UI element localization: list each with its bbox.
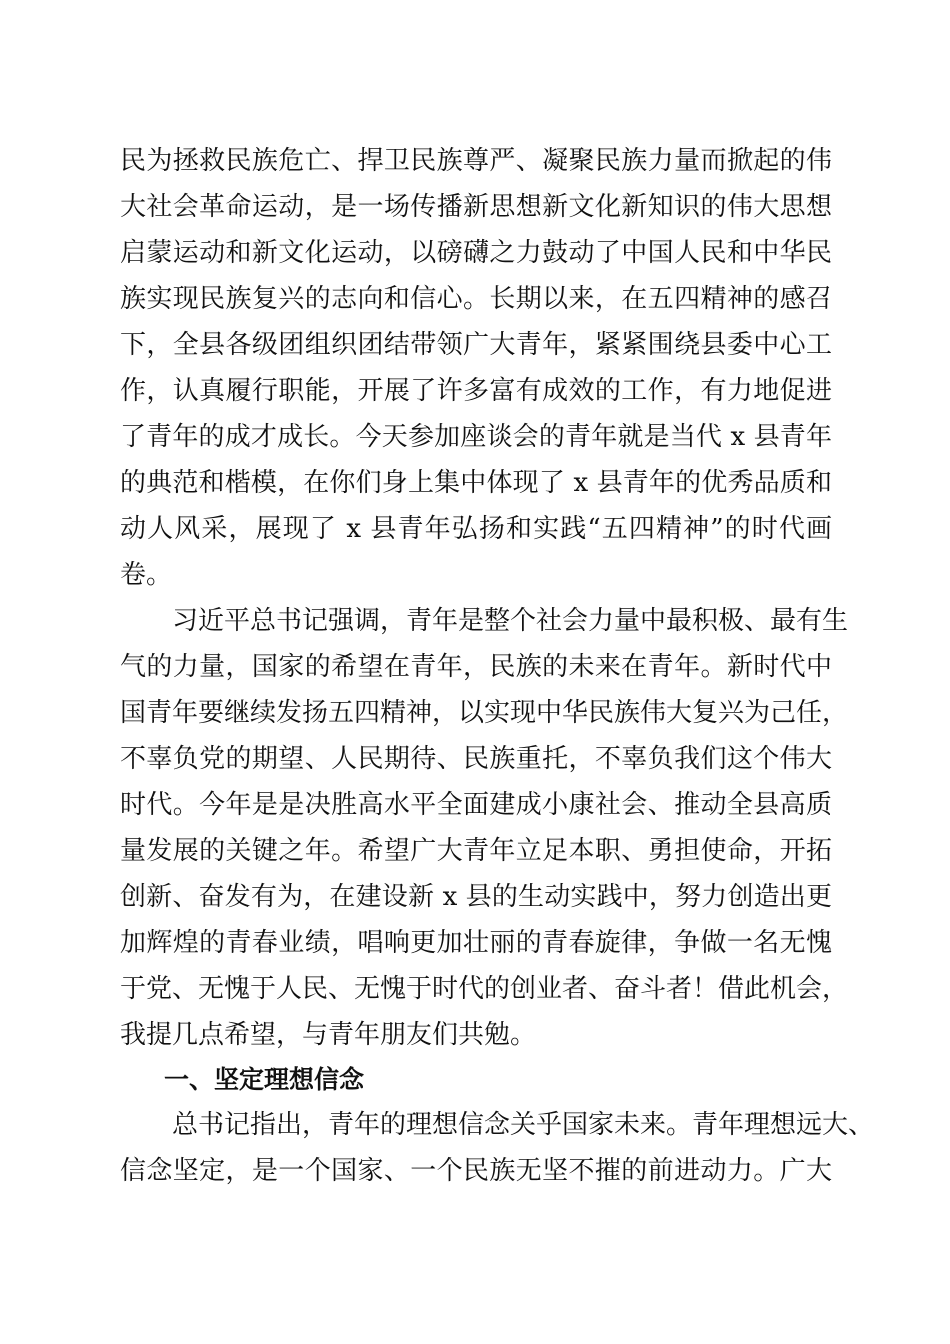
text-line: 不辜负党的期望、人民期待、民族重托，不辜负我们这个伟大 [120, 744, 832, 774]
text-line: 民为拯救民族危亡、捍卫民族尊严、凝聚民族力量而掀起的伟 [120, 146, 832, 176]
text-line: 作，认真履行职能，开展了许多富有成效的工作，有力地促进 [120, 376, 832, 406]
text-line: 信念坚定，是一个国家、一个民族无坚不摧的前进动力。广大 [120, 1156, 832, 1186]
text-line: 下，全县各级团组织团结带领广大青年，紧紧围绕县委中心工 [120, 330, 832, 360]
text-line: 卷。 [120, 560, 173, 590]
text-line: 量发展的关键之年。希望广大青年立足本职、勇担使命，开拓 [120, 836, 832, 866]
text-line: 创新、奋发有为，在建设新 x 县的生动实践中，努力创造出更 [120, 882, 832, 912]
text-line: 国青年要继续发扬五四精神，以实现中华民族伟大复兴为己任， [120, 698, 849, 728]
text-line: 我提几点希望，与青年朋友们共勉。 [120, 1020, 537, 1050]
text-line: 大社会革命运动，是一场传播新思想新文化新知识的伟大思想 [120, 192, 832, 222]
text-line: 于党、无愧于人民、无愧于时代的创业者、奋斗者！借此机会， [120, 974, 849, 1004]
text-line: 了青年的成才成长。今天参加座谈会的青年就是当代 x 县青年 [120, 422, 832, 452]
text-line: 的典范和楷模，在你们身上集中体现了 x 县青年的优秀品质和 [120, 468, 832, 498]
text-line: 启蒙运动和新文化运动，以磅礴之力鼓动了中国人民和中华民 [120, 238, 832, 268]
text-line: 动人风采，展现了 x 县青年弘扬和实践“五四精神”的时代画 [120, 514, 832, 544]
text-line: 总书记指出，青年的理想信念关乎国家未来。青年理想远大、 [172, 1110, 875, 1140]
section-heading: 一、坚定理想信念 [164, 1065, 365, 1094]
text-line: 气的力量，国家的希望在青年，民族的未来在青年。新时代中 [120, 652, 832, 682]
text-line: 习近平总书记强调，青年是整个社会力量中最积极、最有生 [172, 606, 849, 636]
text-line: 时代。今年是是决胜高水平全面建成小康社会、推动全县高质 [120, 790, 832, 820]
text-line: 加辉煌的青春业绩，唱响更加壮丽的青春旋律，争做一名无愧 [120, 928, 832, 958]
text-line: 族实现民族复兴的志向和信心。长期以来，在五四精神的感召 [120, 284, 832, 314]
